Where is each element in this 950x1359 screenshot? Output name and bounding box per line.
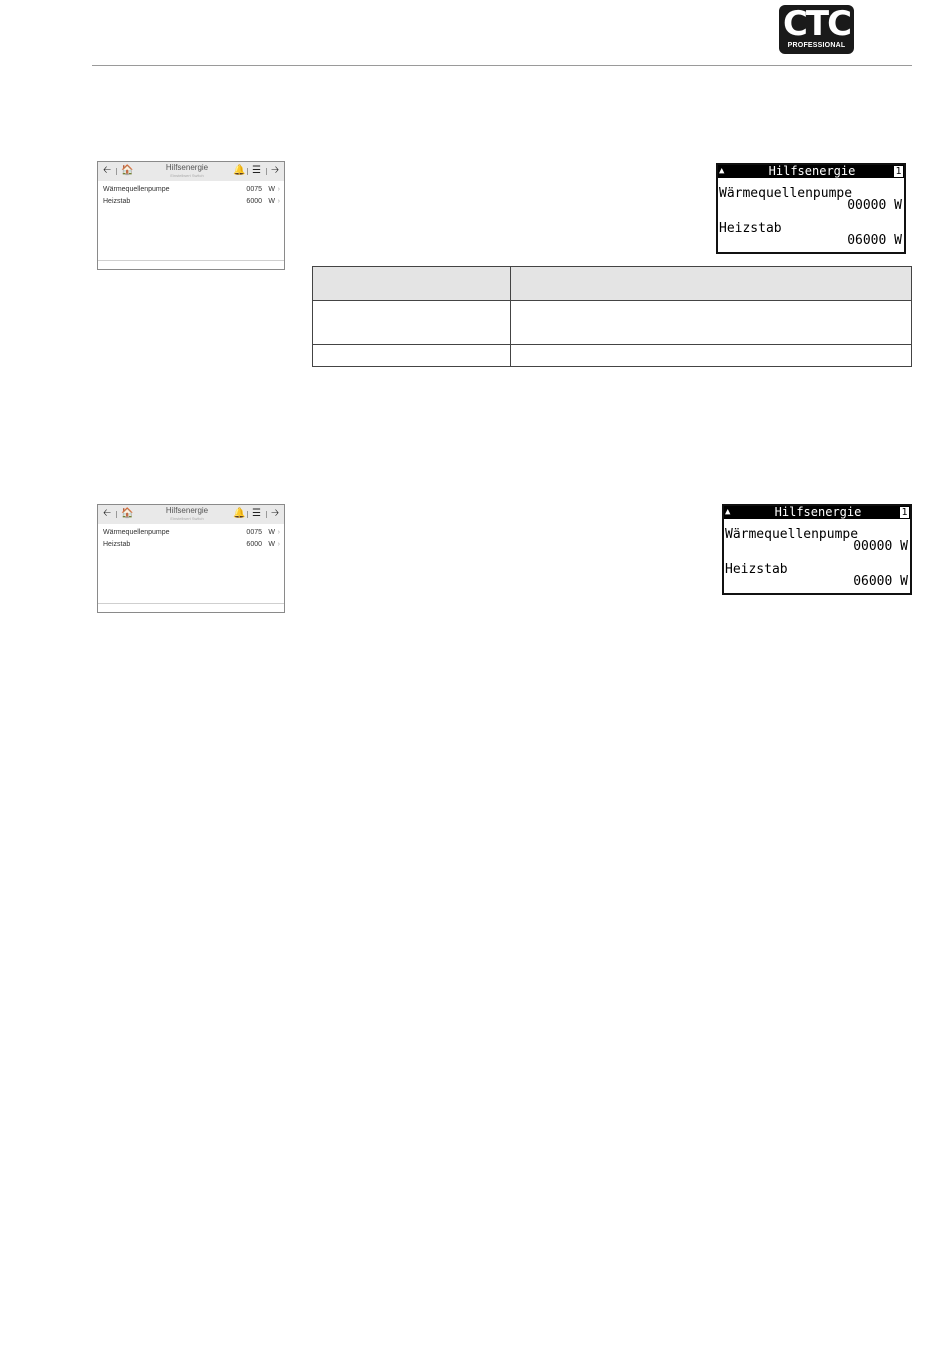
lcd-row-value: 06000 W [847, 233, 902, 248]
table-row [313, 301, 912, 345]
lcd-display-screenshot [722, 504, 912, 595]
separator [116, 511, 117, 518]
forward-arrow-icon[interactable]: 🡢 [271, 508, 280, 519]
chevron-right-icon: › [277, 198, 280, 205]
touch-row-heat-source-pump[interactable] [103, 184, 280, 195]
chevron-right-icon: › [277, 541, 280, 548]
row-label: Heizstab [103, 198, 131, 205]
table-header-cell [511, 267, 912, 301]
touch-row-heat-source-pump[interactable] [103, 527, 280, 538]
separator [266, 511, 267, 518]
lcd-row-label: Heizstab [725, 562, 788, 577]
table-cell [511, 301, 912, 345]
lcd-display-screenshot [716, 163, 906, 254]
back-arrow-icon[interactable]: 🡠 [103, 508, 112, 519]
lcd-row-value: 06000 W [853, 574, 908, 589]
logo-brand: CTC [782, 4, 851, 44]
parameter-table [312, 266, 912, 367]
touch-display-screenshot [97, 504, 285, 613]
chevron-right-icon: › [277, 186, 280, 193]
lcd-header [718, 165, 904, 178]
row-unit: W [268, 186, 275, 193]
separator [266, 168, 267, 175]
lcd-row-value: 00000 W [847, 198, 902, 213]
touch-subtitle: Einstellwert Switch [170, 173, 204, 178]
row-unit: W [268, 541, 275, 548]
header-rule [92, 65, 912, 66]
menu-icon[interactable]: ☰ [252, 165, 261, 176]
table-header-cell [313, 267, 511, 301]
menu-icon[interactable]: ☰ [252, 508, 261, 519]
touch-title: Hilfsenergie [165, 506, 209, 515]
separator [116, 168, 117, 175]
forward-arrow-icon[interactable]: 🡢 [271, 165, 280, 176]
up-down-arrow-icon: ▲ [719, 166, 725, 176]
table-cell [511, 345, 912, 367]
home-icon[interactable]: 🏠 [121, 165, 134, 176]
ctc-professional-logo [779, 5, 854, 54]
row-value: 6000 [246, 198, 262, 205]
table-header-row [313, 267, 912, 301]
row-label: Wärmequellenpumpe [103, 529, 170, 536]
touch-row-heater[interactable] [103, 539, 280, 550]
table-cell [313, 345, 511, 367]
up-down-arrow-icon: ▲ [725, 507, 731, 517]
logo-subtitle: PROFESSIONAL [787, 42, 846, 49]
table-cell [313, 301, 511, 345]
row-value: 0075 [246, 529, 262, 536]
lcd-header [724, 506, 910, 519]
touch-header-bar [98, 162, 284, 181]
touch-row-heater[interactable] [103, 196, 280, 207]
touch-display-screenshot [97, 161, 285, 270]
back-arrow-icon[interactable]: 🡠 [103, 165, 112, 176]
touch-footer-line [98, 260, 284, 261]
alarm-bell-icon[interactable]: 🔔 [233, 508, 246, 519]
row-unit: W [268, 198, 275, 205]
touch-footer-line [98, 603, 284, 604]
row-value: 6000 [246, 541, 262, 548]
row-value: 0075 [246, 186, 262, 193]
separator [247, 511, 248, 518]
lcd-page-number: 1 [895, 166, 902, 177]
table-row [313, 345, 912, 367]
chevron-right-icon: › [277, 529, 280, 536]
lcd-title: Hilfsenergie [768, 164, 856, 178]
alarm-bell-icon[interactable]: 🔔 [233, 165, 246, 176]
row-unit: W [268, 529, 275, 536]
lcd-row-label: Wärmequellenpumpe [719, 186, 853, 201]
home-icon[interactable]: 🏠 [121, 508, 134, 519]
lcd-row-label: Heizstab [719, 221, 782, 236]
row-label: Heizstab [103, 541, 131, 548]
row-label: Wärmequellenpumpe [103, 186, 170, 193]
lcd-row-value: 00000 W [853, 539, 908, 554]
touch-title: Hilfsenergie [165, 163, 209, 172]
separator [247, 168, 248, 175]
touch-subtitle: Einstellwert Switch [170, 516, 204, 521]
lcd-title: Hilfsenergie [774, 505, 862, 519]
lcd-row-label: Wärmequellenpumpe [725, 527, 859, 542]
touch-header-bar [98, 505, 284, 524]
lcd-page-number: 1 [901, 507, 908, 518]
